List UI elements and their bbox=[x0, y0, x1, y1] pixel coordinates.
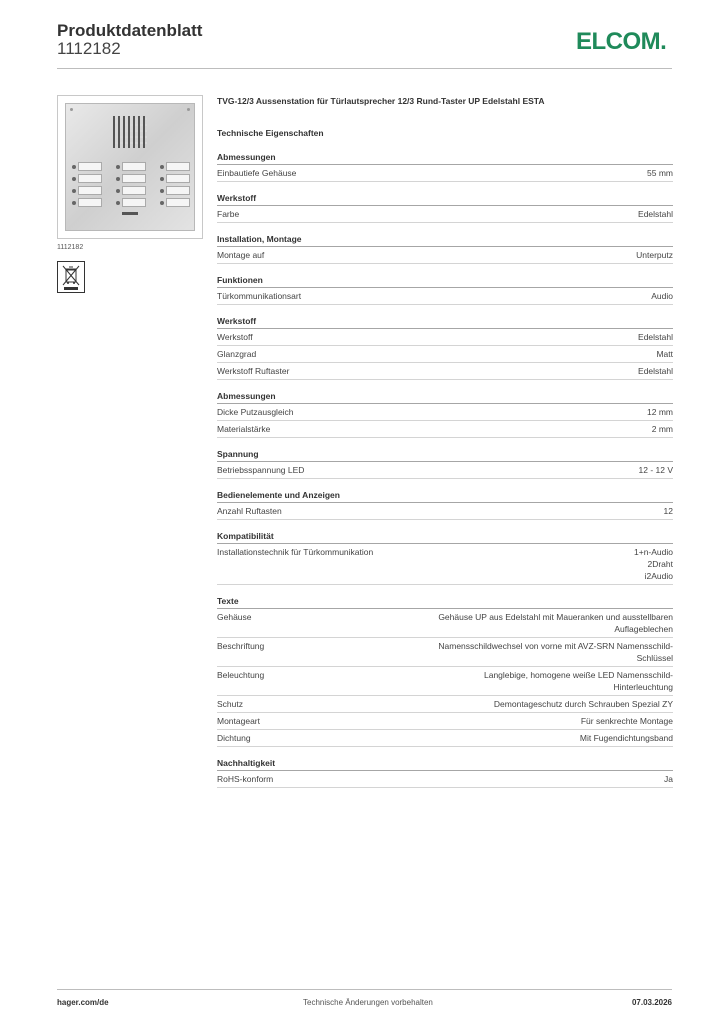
spec-value-line: Unterputz bbox=[636, 250, 673, 260]
spec-value-line: 1+n-Audio bbox=[634, 547, 673, 557]
spec-value-line: i2Audio bbox=[644, 571, 673, 581]
spec-section bbox=[217, 275, 673, 305]
footer-date: 07.03.2026 bbox=[631, 998, 672, 1007]
page-title: Produktdatenblatt bbox=[57, 21, 203, 40]
spec-row bbox=[217, 771, 673, 788]
spec-key: Glanzgrad bbox=[217, 349, 257, 359]
spec-row bbox=[217, 329, 673, 346]
spec-value bbox=[638, 365, 673, 377]
spec-value bbox=[652, 423, 673, 435]
spec-key: Beleuchtung bbox=[217, 670, 265, 680]
spec-section bbox=[217, 234, 673, 264]
spec-key: Dichtung bbox=[217, 733, 251, 743]
spec-value bbox=[647, 167, 673, 179]
spec-row bbox=[217, 206, 673, 223]
spec-key: Montage auf bbox=[217, 250, 265, 260]
spec-key: Montageart bbox=[217, 716, 260, 726]
spec-value bbox=[638, 331, 673, 343]
spec-row bbox=[217, 462, 673, 479]
screw-icon bbox=[187, 108, 190, 111]
spec-section bbox=[217, 758, 673, 788]
elcom-logo: ELCOM. bbox=[576, 28, 667, 55]
spec-value-line: Edelstahl bbox=[638, 209, 673, 219]
door-station-panel bbox=[65, 103, 195, 231]
spec-value bbox=[664, 505, 673, 517]
spec-value bbox=[638, 208, 673, 220]
screw-icon bbox=[70, 108, 73, 111]
footer-divider bbox=[57, 989, 672, 990]
product-number: 1112182 bbox=[57, 39, 121, 58]
spec-key: Materialstärke bbox=[217, 424, 271, 434]
spec-row bbox=[217, 363, 673, 380]
panel-brand-mark bbox=[122, 212, 138, 215]
spec-value bbox=[634, 546, 673, 582]
section-heading: Texte bbox=[217, 596, 673, 609]
spec-value bbox=[664, 773, 673, 785]
spec-section bbox=[217, 596, 673, 747]
spec-section bbox=[217, 193, 673, 223]
spec-value-line: Demontageschutz durch Schrauben Spezial ZY bbox=[493, 699, 673, 709]
spec-value bbox=[580, 732, 673, 744]
spec-value bbox=[494, 698, 673, 710]
spec-value bbox=[438, 611, 673, 635]
spec-section bbox=[217, 490, 673, 520]
spec-value bbox=[639, 464, 674, 476]
spec-row bbox=[217, 609, 673, 638]
spec-key: RoHS-konform bbox=[217, 774, 274, 784]
spec-row bbox=[217, 503, 673, 520]
spec-section bbox=[217, 152, 673, 182]
spec-value-line: Namensschildwechsel von vorne mit AVZ-SRN Namensschild- bbox=[438, 641, 673, 651]
spec-value-line: Langlebige, homogene weiße LED Namensschild- bbox=[484, 670, 673, 680]
spec-value bbox=[656, 348, 673, 360]
header-divider bbox=[57, 68, 672, 69]
spec-value-line: 12 - 12 V bbox=[638, 465, 673, 475]
spec-key: Gehäuse bbox=[217, 612, 252, 622]
spec-row bbox=[217, 713, 673, 730]
section-heading: Nachhaltigkeit bbox=[217, 758, 673, 771]
spec-key: Werkstoff Ruftaster bbox=[217, 366, 290, 376]
spec-value-line: 12 bbox=[663, 506, 673, 516]
spec-key: Werkstoff bbox=[217, 332, 253, 342]
spec-key: Türkommunikationsart bbox=[217, 291, 302, 301]
spec-row bbox=[217, 165, 673, 182]
spec-section bbox=[217, 316, 673, 380]
spec-row bbox=[217, 288, 673, 305]
spec-value-line: Matt bbox=[656, 349, 673, 359]
spec-key: Beschriftung bbox=[217, 641, 265, 651]
spec-key: Farbe bbox=[217, 209, 240, 219]
spec-value bbox=[438, 640, 673, 664]
spec-row bbox=[217, 247, 673, 264]
spec-key: Einbautiefe Gehäuse bbox=[217, 168, 297, 178]
section-heading: Funktionen bbox=[217, 275, 673, 288]
section-heading: Abmessungen bbox=[217, 391, 673, 404]
spec-key: Schutz bbox=[217, 699, 243, 709]
spec-row bbox=[217, 667, 673, 696]
spec-row bbox=[217, 421, 673, 438]
spec-value-line: Auflageblechen bbox=[614, 624, 673, 634]
spec-value-line: Edelstahl bbox=[638, 332, 673, 342]
spec-row bbox=[217, 404, 673, 421]
spec-value-line: 55 mm bbox=[647, 168, 673, 178]
spec-value-line: Mit Fugendichtungsband bbox=[579, 733, 673, 743]
spec-value-line: 12 mm bbox=[647, 407, 673, 417]
section-heading: Installation, Montage bbox=[217, 234, 673, 247]
spec-key: Anzahl Ruftasten bbox=[217, 506, 282, 516]
footer-disclaimer: Technische Änderungen vorbehalten bbox=[303, 998, 433, 1007]
spec-sections bbox=[217, 152, 673, 788]
spec-section bbox=[217, 449, 673, 479]
spec-row bbox=[217, 346, 673, 363]
spec-row bbox=[217, 544, 673, 585]
spec-key: Installationstechnik für Türkommunikation bbox=[217, 547, 374, 557]
section-heading: Werkstoff bbox=[217, 316, 673, 329]
spec-row bbox=[217, 730, 673, 747]
section-heading: Spannung bbox=[217, 449, 673, 462]
spec-value-line: Gehäuse UP aus Edelstahl mit Maueranken und ausstellbaren bbox=[438, 612, 673, 622]
spec-value-line: Hinterleuchtung bbox=[613, 682, 673, 692]
spec-subtitle: Technische Eigenschaften bbox=[217, 128, 324, 138]
spec-value-line: Edelstahl bbox=[638, 366, 673, 376]
spec-value-line: Ja bbox=[664, 774, 673, 784]
spec-key: Betriebsspannung LED bbox=[217, 465, 305, 475]
call-button-grid bbox=[72, 162, 190, 210]
speaker-grille-icon bbox=[113, 116, 147, 148]
section-heading: Bedienelemente und Anzeigen bbox=[217, 490, 673, 503]
image-caption: 1112182 bbox=[57, 244, 84, 251]
product-image bbox=[57, 95, 203, 239]
product-title: TVG-12/3 Aussenstation für Türlautsprecher 12/3 Rund-Taster UP Edelstahl ESTA bbox=[217, 96, 545, 106]
spec-value bbox=[651, 290, 673, 302]
spec-section bbox=[217, 391, 673, 438]
spec-value bbox=[647, 406, 673, 418]
spec-value bbox=[636, 249, 673, 261]
spec-value bbox=[484, 669, 673, 693]
spec-value-line: Für senkrechte Montage bbox=[580, 716, 673, 726]
section-heading: Werkstoff bbox=[217, 193, 673, 206]
spec-value-line: Audio bbox=[651, 291, 673, 301]
spec-content bbox=[217, 96, 673, 799]
spec-value-line: 2 mm bbox=[651, 424, 673, 434]
spec-row bbox=[217, 638, 673, 667]
spec-section bbox=[217, 531, 673, 585]
section-heading: Kompatibilität bbox=[217, 531, 673, 544]
section-heading: Abmessungen bbox=[217, 152, 673, 165]
spec-value bbox=[581, 715, 673, 727]
spec-key: Dicke Putzausgleich bbox=[217, 407, 294, 417]
footer-website: hager.com/de bbox=[57, 998, 109, 1007]
weee-crossed-bin-icon bbox=[57, 261, 85, 293]
spec-value-line: 2Draht bbox=[647, 559, 673, 569]
spec-value-line: Schlüssel bbox=[636, 653, 673, 663]
spec-row bbox=[217, 696, 673, 713]
